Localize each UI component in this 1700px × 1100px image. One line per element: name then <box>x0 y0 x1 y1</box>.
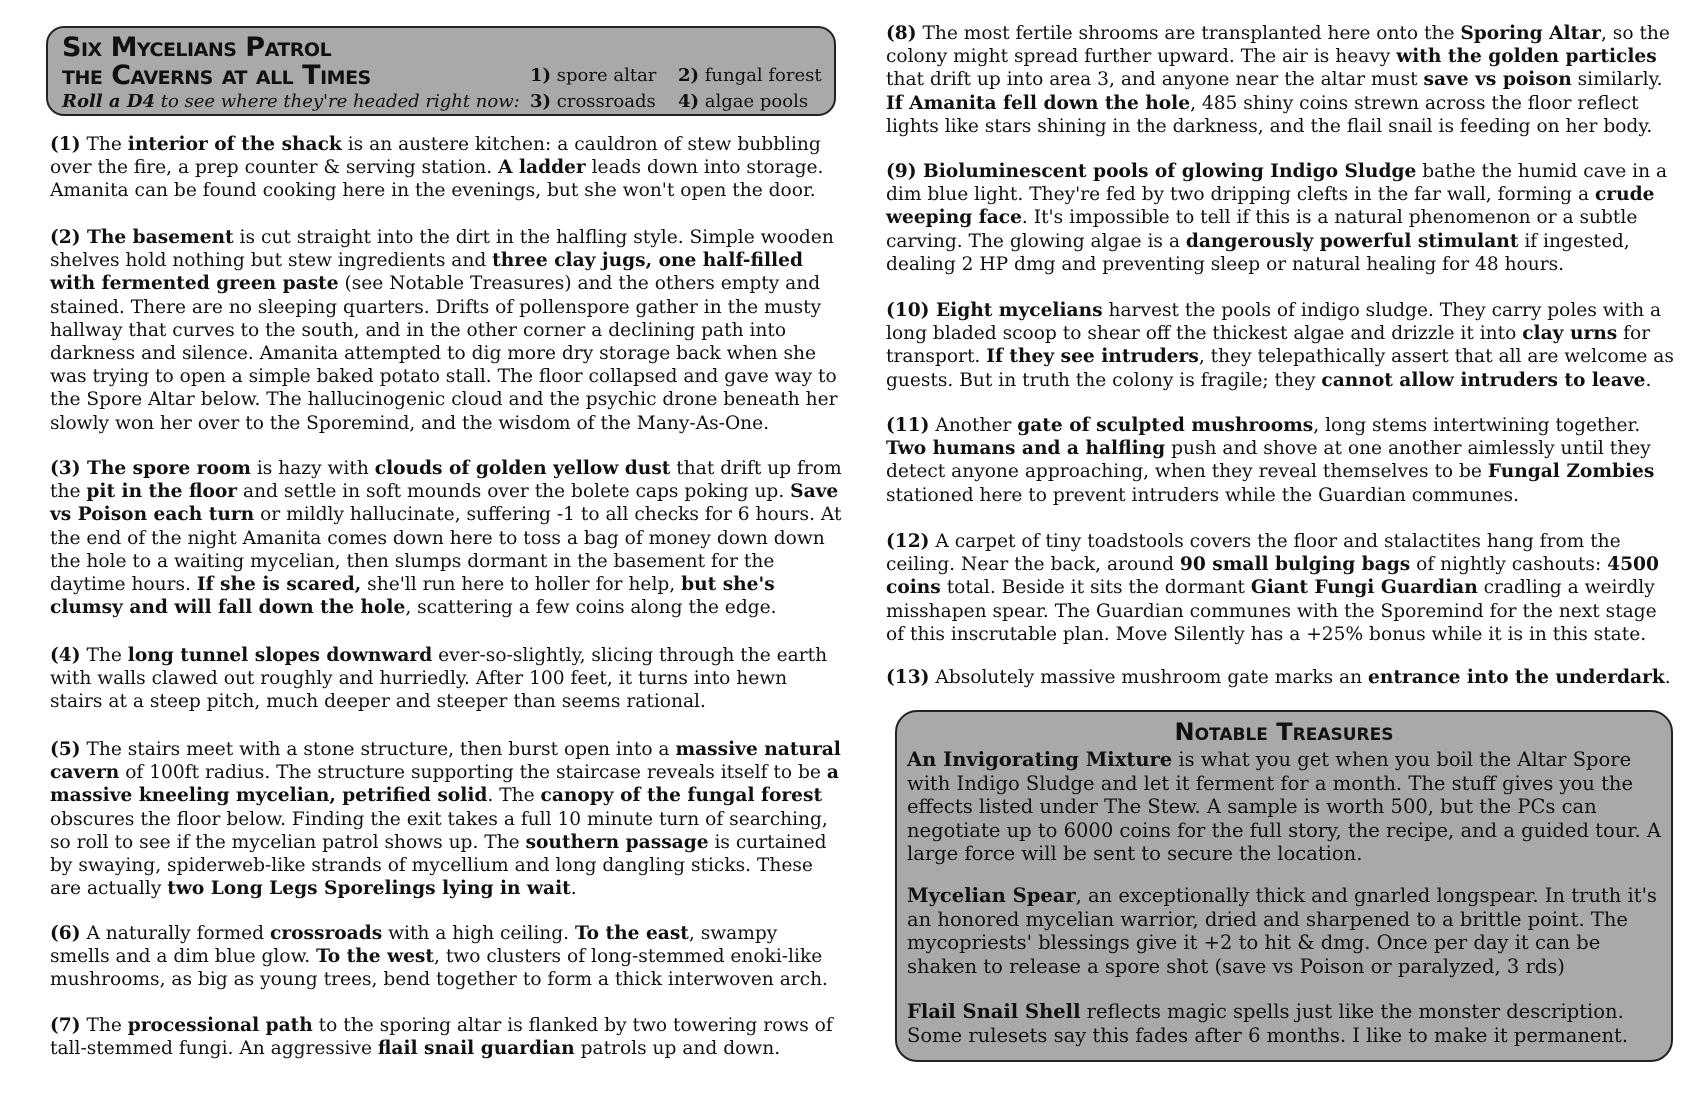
patrol-title-line1: Six Mycelians Patrol <box>62 32 332 63</box>
room-7-entry: (7) The processional path to the sporing altar is flanked by two towering rows of tall-stemmed fungi. An aggressive flail snail guardian patrols up and down. <box>50 1015 833 1060</box>
room-11-entry: (11) Another gate of sculpted mushrooms, long stems intertwining together. Two humans and a halfling push and shove at one another aimlessly until they detect anyone approaching, when they reveal themselves to be Fungal Zombies stationed here to prevent intruders while the Guardian communes. <box>886 415 1655 506</box>
room-10-entry: (10) Eight mycelians harvest the pools of indigo sludge. They carry poles with a long bladed scoop to shear off the thickest algae and drizzle it into clay urns for transport. If they see intruders, they telepathically assert that all are welcome as guests. But in truth the colony is fragile; they cannot allow intruders to leave. <box>886 300 1674 391</box>
room-2-entry: (2) The basement is cut straight into the dirt in the halfling style. Simple wooden shelves hold nothing but stew ingredients and three clay jugs, one half-filled with fermented green paste (see Notable Treasures) and the others empty and stained. There are no sleeping quarters. Drifts of pollenspore gather in the musty hallway that curves to the south, and in the other corner a declining path into darkness and silence. Amanita attempted to dig more dry storage back when she was trying to open a simple baked potato stall. The floor collapsed and gave way to the Spore Altar below. The hallucinogenic cloud and the psychic drone beneath her slowly won her over to the Sporemind, and the wisdom of the Many-As-One. <box>50 227 838 434</box>
notable-treasures-box <box>895 710 1673 1062</box>
room-8-entry: (8) The most fertile shrooms are transplanted here onto the Sporing Altar, so the colony might spread further upward. The air is heavy with the golden particles that drift up into area 3, and anyone near the altar must save vs poison similarly. If Amanita fell down the hole, 485 shiny coins strewn across the floor reflect lights like stars shining in the darkness, and the flail snail is feeding on her body. <box>886 23 1670 137</box>
treasures-title: Notable Treasures <box>1174 718 1394 746</box>
room-5-entry: (5) The stairs meet with a stone structure, then burst open into a massive natural cavern of 100ft radius. The structure supporting the staircase reveals itself to be a massive kneeling mycelian, petrified solid. The canopy of the fungal forest obscures the floor below. Finding the exit takes a full 10 minute turn of searching, so roll to see if the mycelian patrol shows up. The southern passage is curtained by swaying, spiderweb-like strands of mycellium and long dangling sticks. These are actually two Long Legs Sporelings lying in wait. <box>50 739 841 900</box>
destination-item: 4) algae pools <box>678 91 809 112</box>
roll-rest-text: to see where they're headed right now: <box>154 91 520 112</box>
room-12-entry: (12) A carpet of tiny toadstools covers the floor and stalactites hang from the ceiling. Near the back, around 90 small bulging bags of nightly cashouts: 4500 coins total. Beside it sits the dormant Giant Fungi Guardian cradling a weirdly misshapen spear. The Guardian communes with the Sporemind for the next stage of this inscrutable plan. Move Silently has a +25% bonus while it is in this state. <box>886 531 1659 645</box>
treasure-mycelian-spear: Mycelian Spear, an exceptionally thick and gnarled longspear. In truth it's an honored mycelian warrior, dried and sharpened to a brittle point. The mycopriests' blessings give it +2 to hit & dmg. Once per day it can be shaken to release a spore shot (save vs Poison or paralyzed, 3 rds) <box>907 884 1657 978</box>
treasure-flail-snail-shell: Flail Snail Shell reflects magic spells just like the monster description. Some rulesets say this fades after 6 months. I like to make it permanent. <box>907 1000 1629 1047</box>
room-13-entry: (13) Absolutely massive mushroom gate marks an entrance into the underdark. <box>886 667 1671 688</box>
patrol-title <box>62 34 371 90</box>
room-1-entry: (1) The interior of the shack is an austere kitchen: a cauldron of stew bubbling over the fire, a prep counter & serving station. A ladder leads down into storage. Amanita can be found cooking here in the evenings, but she won't open the door. <box>50 134 824 202</box>
destination-item: 1) spore altar <box>530 65 657 86</box>
room-4-entry: (4) The long tunnel slopes downward ever-so-slightly, slicing through the earth with walls clawed out roughly and hurriedly. After 100 feet, it turns into hewn stairs at a steep pitch, much deeper and steeper than seems rational. <box>50 645 828 713</box>
destination-list <box>530 64 830 114</box>
patrol-title-line2: the Caverns at all Times <box>62 60 371 91</box>
room-3-entry: (3) The spore room is hazy with clouds of golden yellow dust that drift up from the pit in the floor and settle in soft mounds over the bolete caps poking up. Save vs Poison each turn or mildly hallucinate, suffering -1 to all checks for 6 hours. At the end of the night Amanita comes down here to toss a bag of money down down the hole to a waiting mycelian, then slumps dormant in the basement for the daytime hours. If she is scared, she'll run here to holler for help, but she's clumsy and will fall down the hole, scattering a few coins along the edge. <box>50 458 842 619</box>
room-6-entry: (6) A naturally formed crossroads with a high ceiling. To the east, swampy smells and a dim blue glow. To the west, two clusters of long-stemmed enoki-like mushrooms, as big as young trees, bend together to form a thick interwoven arch. <box>50 923 828 991</box>
destination-item: 2) fungal forest <box>678 65 822 86</box>
patrol-roll-instruction <box>62 91 520 112</box>
room-9-entry: (9) Bioluminescent pools of glowing Indigo Sludge bathe the humid cave in a dim blue light. They're fed by two dripping clefts in the far wall, forming a crude weeping face. It's impossible to tell if this is a natural phenomenon or a subtle carving. The glowing algae is a dangerously powerful stimulant if ingested, dealing 2 HP dmg and preventing sleep or natural healing for 48 hours. <box>886 161 1668 275</box>
roll-dice-label: Roll a D4 <box>62 91 155 112</box>
patrol-box <box>46 26 836 116</box>
treasure-invigorating-mixture: An Invigorating Mixture is what you get when you boil the Altar Spore with Indigo Sludge and let it ferment for a month. The stuff gives you the effects listed under The Stew. A sample is worth 500, but the PCs can negotiate up to 6000 coins for the full story, the recipe, and a guided tour. A large force will be sent to secure the location. <box>907 748 1661 866</box>
destination-item: 3) crossroads <box>530 91 656 112</box>
